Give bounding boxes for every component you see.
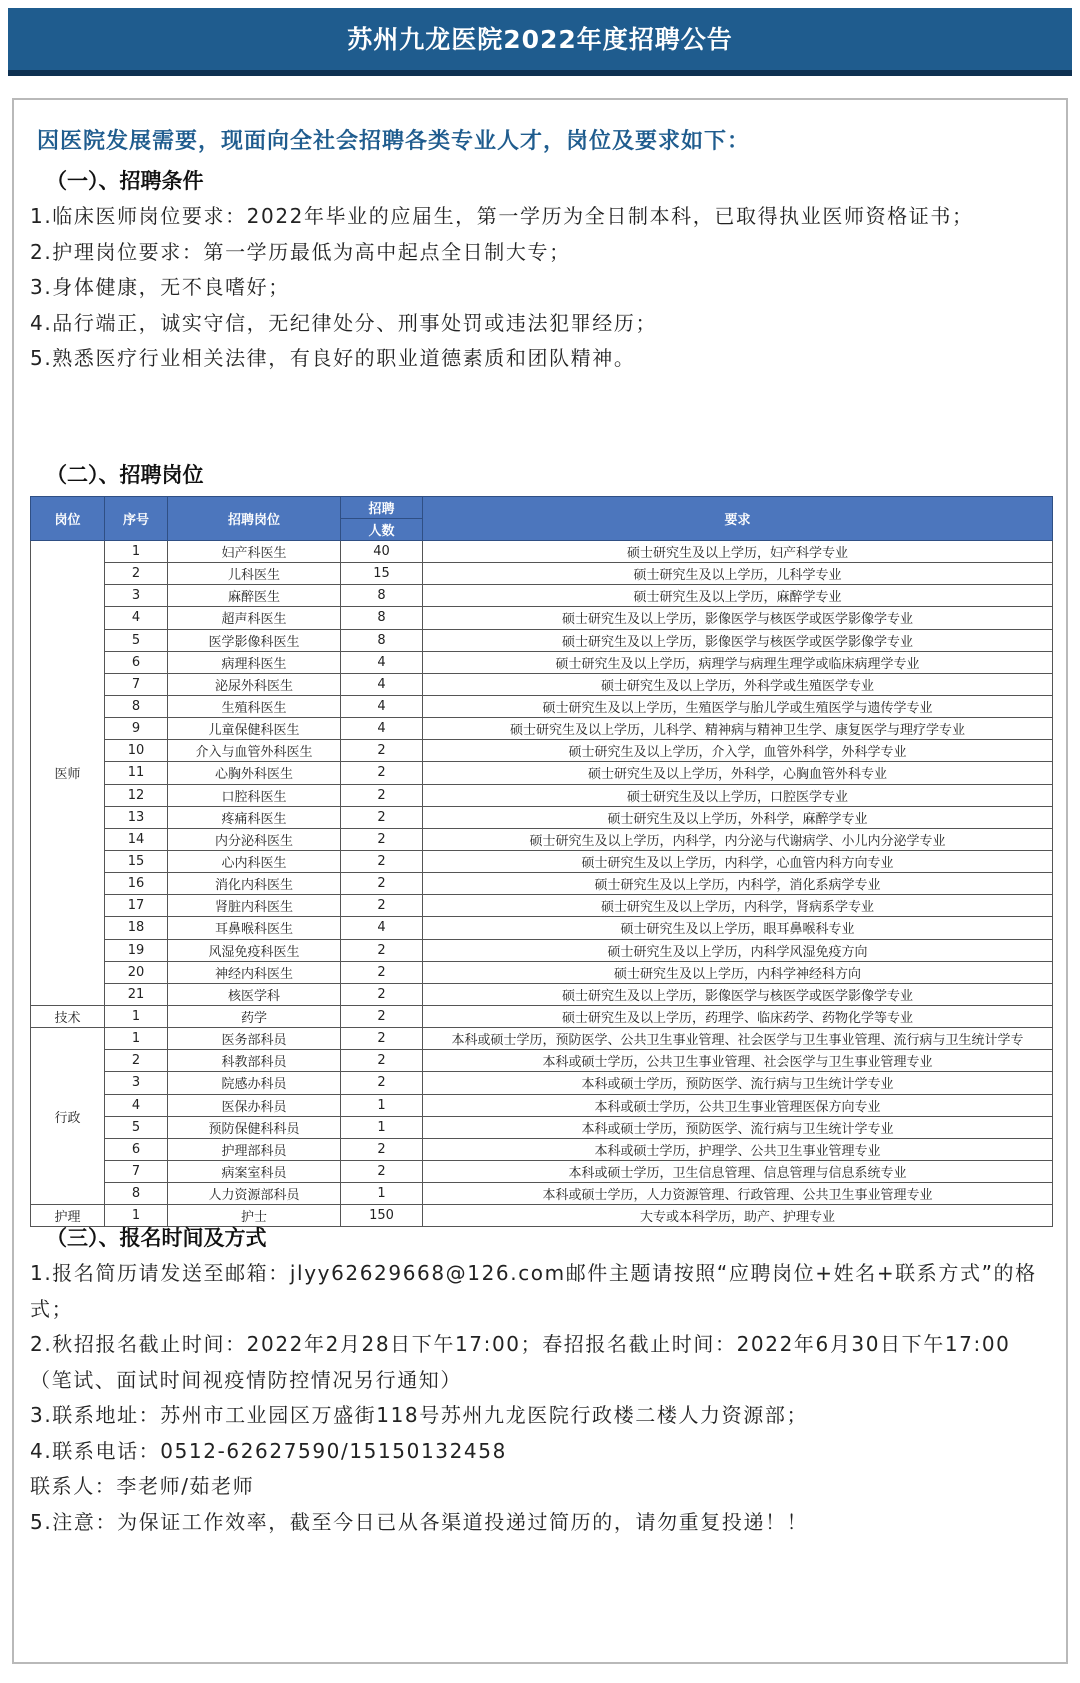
count-cell: 2 — [341, 850, 423, 872]
condition-item: 1.临床医师岗位要求：2022年毕业的应届生，第一学历为全日制本科，已取得执业医师资格证书； — [30, 204, 974, 228]
seq-cell: 1 — [105, 1028, 168, 1050]
table-row — [31, 651, 1053, 673]
seq-cell: 17 — [105, 895, 168, 917]
table-row — [31, 939, 1053, 961]
count-cell: 4 — [341, 651, 423, 673]
table-row — [31, 961, 1053, 983]
table-row — [31, 1160, 1053, 1182]
count-cell: 2 — [341, 939, 423, 961]
count-cell: 8 — [341, 629, 423, 651]
table-row — [31, 983, 1053, 1005]
category-cell: 医师 — [31, 541, 105, 1006]
positions-table — [30, 496, 1053, 1227]
seq-cell: 4 — [105, 607, 168, 629]
section-heading-conditions: （一）、招聘条件 — [40, 166, 210, 196]
count-cell: 2 — [341, 1028, 423, 1050]
application-item: 2.秋招报名截止时间：2022年2月28日下午17:00；春招报名截止时间：2022年6月30日下午17:00（笔试、面试时间视疫情防控情况另行通知） — [30, 1332, 1011, 1392]
table-row — [31, 1094, 1053, 1116]
table-row — [31, 1050, 1053, 1072]
requirement-cell: 硕士研究生及以上学历，麻醉学专业 — [423, 585, 1053, 607]
seq-cell: 1 — [105, 1005, 168, 1027]
application-list — [30, 1256, 1045, 1540]
position-cell: 医保办科员 — [168, 1094, 341, 1116]
table-row — [31, 563, 1053, 585]
seq-cell: 16 — [105, 873, 168, 895]
position-cell: 药学 — [168, 1005, 341, 1027]
table-row — [31, 1072, 1053, 1094]
requirement-cell: 硕士研究生及以上学历，影像医学与核医学或医学影像学专业 — [423, 983, 1053, 1005]
requirement-cell: 本科或硕士学历，卫生信息管理、信息管理与信息系统专业 — [423, 1160, 1053, 1182]
requirement-cell: 本科或硕士学历，预防医学、流行病与卫生统计学专业 — [423, 1072, 1053, 1094]
table-row — [31, 850, 1053, 872]
requirement-cell: 大专或本科学历，助产、护理专业 — [423, 1205, 1053, 1227]
requirement-cell: 本科或硕士学历，人力资源管理、行政管理、公共卫生事业管理专业 — [423, 1183, 1053, 1205]
header-category: 岗位 — [31, 497, 105, 541]
position-cell: 口腔科医生 — [168, 784, 341, 806]
requirement-cell: 本科或硕士学历，预防医学、流行病与卫生统计学专业 — [423, 1116, 1053, 1138]
seq-cell: 14 — [105, 828, 168, 850]
condition-item: 4.品行端正，诚实守信，无纪律处分、刑事处罚或违法犯罪经历； — [30, 310, 658, 335]
count-cell: 4 — [341, 917, 423, 939]
table-row — [31, 828, 1053, 850]
position-cell: 生殖科医生 — [168, 695, 341, 717]
position-cell: 妇产科医生 — [168, 541, 341, 563]
table-row — [31, 1138, 1053, 1160]
requirement-cell: 硕士研究生及以上学历，外科学，心胸血管外科专业 — [423, 762, 1053, 784]
table-row — [31, 740, 1053, 762]
seq-cell: 8 — [105, 695, 168, 717]
table-row — [31, 607, 1053, 629]
table-row — [31, 1183, 1053, 1205]
count-cell: 40 — [341, 541, 423, 563]
application-item: 1.报名简历请发送至邮箱：jlyy62629668@126.com邮件主题请按照“应聘岗位+姓名+联系方式”的格式； — [30, 1261, 1037, 1321]
count-cell: 2 — [341, 1050, 423, 1072]
table-row — [31, 806, 1053, 828]
position-cell: 预防保健科科员 — [168, 1116, 341, 1138]
requirement-cell: 硕士研究生及以上学历，内科学风湿免疫方向 — [423, 939, 1053, 961]
table-row — [31, 718, 1053, 740]
count-cell: 150 — [341, 1205, 423, 1227]
position-cell: 护理部科员 — [168, 1138, 341, 1160]
position-cell: 内分泌科医生 — [168, 828, 341, 850]
position-cell: 耳鼻喉科医生 — [168, 917, 341, 939]
requirement-cell: 硕士研究生及以上学历，影像医学与核医学或医学影像学专业 — [423, 629, 1053, 651]
seq-cell: 12 — [105, 784, 168, 806]
count-cell: 8 — [341, 585, 423, 607]
seq-cell: 15 — [105, 850, 168, 872]
position-cell: 核医学科 — [168, 983, 341, 1005]
count-cell: 2 — [341, 983, 423, 1005]
count-cell: 2 — [341, 740, 423, 762]
requirement-cell: 硕士研究生及以上学历，外科学，麻醉学专业 — [423, 806, 1053, 828]
seq-cell: 10 — [105, 740, 168, 762]
application-item: 联系人：李老师/茹老师 — [30, 1474, 255, 1498]
table-row — [31, 695, 1053, 717]
table-row — [31, 784, 1053, 806]
requirement-cell: 硕士研究生及以上学历，内科学，内分泌与代谢病学、小儿内分泌学专业 — [423, 828, 1053, 850]
table-row — [31, 541, 1053, 563]
requirement-cell: 硕士研究生及以上学历，介入学，血管外科学，外科学专业 — [423, 740, 1053, 762]
position-cell: 介入与血管外科医生 — [168, 740, 341, 762]
count-cell: 2 — [341, 1138, 423, 1160]
position-cell: 病理科医生 — [168, 651, 341, 673]
requirement-cell: 硕士研究生及以上学历，生殖医学与胎儿学或生殖医学与遗传学专业 — [423, 695, 1053, 717]
header-seq: 序号 — [105, 497, 168, 541]
header-requirement: 要求 — [423, 497, 1053, 541]
condition-item: 3.身体健康，无不良嗜好； — [30, 275, 290, 299]
position-cell: 儿科医生 — [168, 563, 341, 585]
count-cell: 2 — [341, 1072, 423, 1094]
position-cell: 病案室科员 — [168, 1160, 341, 1182]
seq-cell: 1 — [105, 1205, 168, 1227]
count-cell: 4 — [341, 718, 423, 740]
table-row — [31, 1116, 1053, 1138]
count-cell: 2 — [341, 828, 423, 850]
table-row — [31, 1005, 1053, 1027]
category-cell: 行政 — [31, 1028, 105, 1205]
seq-cell: 5 — [105, 1116, 168, 1138]
position-cell: 医学影像科医生 — [168, 629, 341, 651]
count-cell: 2 — [341, 806, 423, 828]
position-cell: 院感办科员 — [168, 1072, 341, 1094]
requirement-cell: 硕士研究生及以上学历，内科学神经科方向 — [423, 961, 1053, 983]
count-cell: 2 — [341, 762, 423, 784]
requirement-cell: 硕士研究生及以上学历，妇产科学专业 — [423, 541, 1053, 563]
count-cell: 2 — [341, 784, 423, 806]
requirement-cell: 本科或硕士学历，公共卫生事业管理、社会医学与卫生事业管理专业 — [423, 1050, 1053, 1072]
seq-cell: 11 — [105, 762, 168, 784]
position-cell: 泌尿外科医生 — [168, 673, 341, 695]
requirement-cell: 硕士研究生及以上学历，内科学，心血管内科方向专业 — [423, 850, 1053, 872]
requirement-cell: 硕士研究生及以上学历，内科学，肾病系学专业 — [423, 895, 1053, 917]
position-cell: 儿童保健科医生 — [168, 718, 341, 740]
intro-text: 因医院发展需要，现面向全社会招聘各类专业人才，岗位及要求如下： — [37, 129, 751, 154]
header-count-top: 招聘 — [341, 497, 423, 519]
table-row — [31, 673, 1053, 695]
count-cell: 4 — [341, 673, 423, 695]
count-cell: 1 — [341, 1094, 423, 1116]
count-cell: 15 — [341, 563, 423, 585]
seq-cell: 13 — [105, 806, 168, 828]
table-row — [31, 629, 1053, 651]
requirement-cell: 硕士研究生及以上学历，儿科学专业 — [423, 563, 1053, 585]
position-cell: 麻醉医生 — [168, 585, 341, 607]
seq-cell: 2 — [105, 1050, 168, 1072]
requirement-cell: 本科或硕士学历，护理学、公共卫生事业管理专业 — [423, 1138, 1053, 1160]
seq-cell: 6 — [105, 1138, 168, 1160]
requirement-cell: 硕士研究生及以上学历，儿科学、精神病与精神卫生学、康复医学与理疗学专业 — [423, 718, 1053, 740]
seq-cell: 9 — [105, 718, 168, 740]
application-item: 3.联系地址：苏州市工业园区万盛街118号苏州九龙医院行政楼二楼人力资源部； — [30, 1403, 809, 1427]
seq-cell: 4 — [105, 1094, 168, 1116]
seq-cell: 7 — [105, 673, 168, 695]
seq-cell: 20 — [105, 961, 168, 983]
section-heading-positions: （二）、招聘岗位 — [40, 460, 210, 490]
seq-cell: 6 — [105, 651, 168, 673]
count-cell: 8 — [341, 607, 423, 629]
count-cell: 2 — [341, 961, 423, 983]
table-row — [31, 895, 1053, 917]
position-cell: 心内科医生 — [168, 850, 341, 872]
requirement-cell: 硕士研究生及以上学历，药理学、临床药学、药物化学等专业 — [423, 1005, 1053, 1027]
header-position: 招聘岗位 — [168, 497, 341, 541]
conditions-list — [30, 199, 1045, 377]
position-cell: 人力资源部科员 — [168, 1183, 341, 1205]
table-row — [31, 585, 1053, 607]
seq-cell: 7 — [105, 1160, 168, 1182]
requirement-cell: 本科或硕士学历，公共卫生事业管理医保方向专业 — [423, 1094, 1053, 1116]
seq-cell: 19 — [105, 939, 168, 961]
seq-cell: 1 — [105, 541, 168, 563]
count-cell: 4 — [341, 695, 423, 717]
requirement-cell: 硕士研究生及以上学历，外科学或生殖医学专业 — [423, 673, 1053, 695]
count-cell: 2 — [341, 873, 423, 895]
seq-cell: 21 — [105, 983, 168, 1005]
count-cell: 1 — [341, 1116, 423, 1138]
seq-cell: 2 — [105, 563, 168, 585]
count-cell: 1 — [341, 1183, 423, 1205]
position-cell: 科教部科员 — [168, 1050, 341, 1072]
count-cell: 2 — [341, 1005, 423, 1027]
positions-table-body — [31, 541, 1053, 1227]
category-cell: 护理 — [31, 1205, 105, 1227]
header-count-bottom: 人数 — [341, 519, 423, 541]
table-row — [31, 917, 1053, 939]
position-cell: 医务部科员 — [168, 1028, 341, 1050]
requirement-cell: 硕士研究生及以上学历，内科学，消化系病学专业 — [423, 873, 1053, 895]
requirement-cell: 硕士研究生及以上学历，病理学与病理生理学或临床病理学专业 — [423, 651, 1053, 673]
seq-cell: 18 — [105, 917, 168, 939]
position-cell: 神经内科医生 — [168, 961, 341, 983]
position-cell: 疼痛科医生 — [168, 806, 341, 828]
requirement-cell: 硕士研究生及以上学历，口腔医学专业 — [423, 784, 1053, 806]
seq-cell: 8 — [105, 1183, 168, 1205]
seq-cell: 3 — [105, 1072, 168, 1094]
position-cell: 心胸外科医生 — [168, 762, 341, 784]
requirement-cell: 硕士研究生及以上学历，眼耳鼻喉科专业 — [423, 917, 1053, 939]
condition-item: 5.熟悉医疗行业相关法律，有良好的职业道德素质和团队精神。 — [30, 346, 636, 370]
count-cell: 2 — [341, 895, 423, 917]
seq-cell: 5 — [105, 629, 168, 651]
table-row — [31, 873, 1053, 895]
count-cell: 2 — [341, 1160, 423, 1182]
position-cell: 风湿免疫科医生 — [168, 939, 341, 961]
position-cell: 超声科医生 — [168, 607, 341, 629]
requirement-cell: 本科或硕士学历，预防医学、公共卫生事业管理、社会医学与卫生事业管理、流行病与卫生统计学专 — [423, 1028, 1053, 1050]
condition-item: 2.护理岗位要求：第一学历最低为高中起点全日制大专； — [30, 239, 571, 264]
application-item: 4.联系电话：0512-62627590/15150132458 — [30, 1438, 507, 1463]
page-title: 苏州九龙医院2022年度招聘公告 — [8, 8, 1072, 76]
section-heading-application: （三）、报名时间及方式 — [40, 1223, 273, 1253]
table-header-row — [31, 497, 1053, 519]
table-row — [31, 1028, 1053, 1050]
position-cell: 护士 — [168, 1205, 341, 1227]
requirement-cell: 硕士研究生及以上学历，影像医学与核医学或医学影像学专业 — [423, 607, 1053, 629]
category-cell: 技术 — [31, 1005, 105, 1027]
position-cell: 肾脏内科医生 — [168, 895, 341, 917]
application-item: 5.注意：为保证工作效率，截至今日已从各渠道投递过简历的，请勿重复投递！！ — [30, 1509, 809, 1534]
table-row — [31, 762, 1053, 784]
position-cell: 消化内科医生 — [168, 873, 341, 895]
seq-cell: 3 — [105, 585, 168, 607]
